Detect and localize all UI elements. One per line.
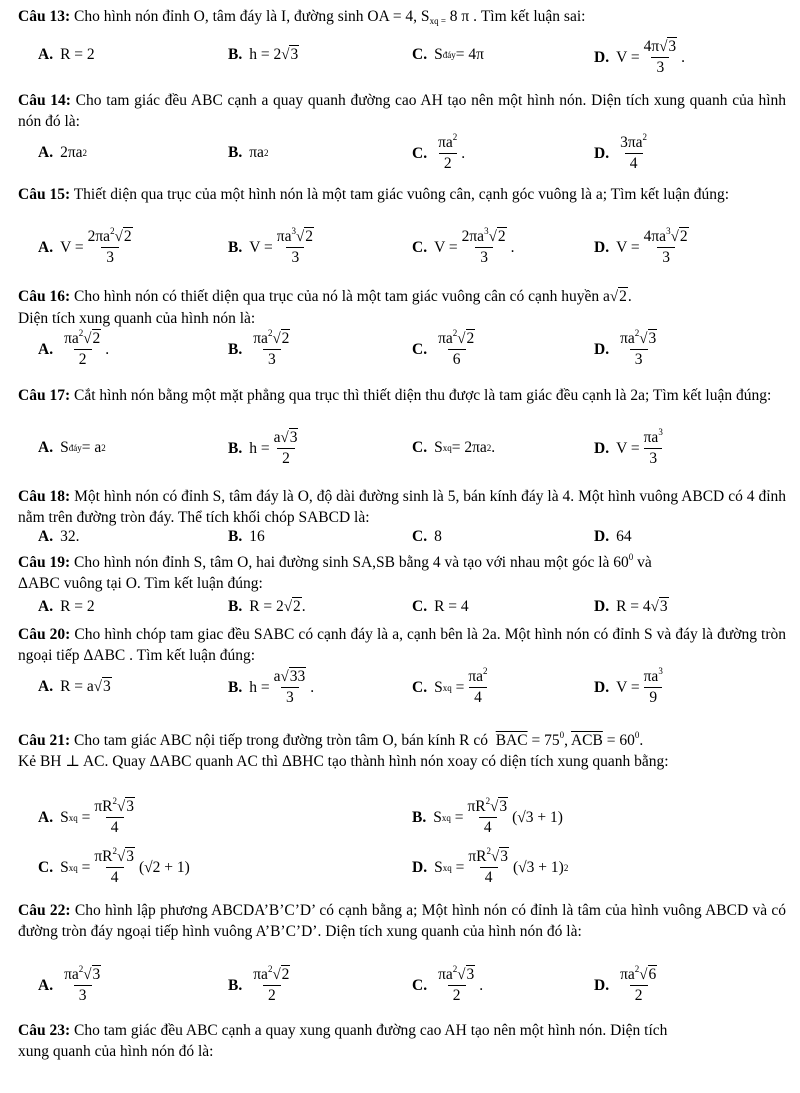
q20-options [0,668,800,708]
q14-option-c[interactable]: C. $\frac{\pi a^2}{2}$ . [412,132,466,172]
question-15: Câu 15: Thiết diện qua trục của một hình nón là một tam giác vuông cân, cạnh góc vuông là a; Tìm kết luận đúng: [18,186,730,203]
q17-options [0,429,800,469]
q15-options [0,228,800,268]
question-22: Câu 22: Cho hình lập phương ABCDA’B’C’D’ có cạnh bằng a; Một hình nón có đỉnh là tâm của hình vuông ABCD và có đường tròn đáy ngoại tiếp hình vuông A’B’C’D’. Diện tích xung quanh của hình nón đó là: [18,902,787,940]
q14-options [0,134,800,174]
question-13: Câu 13: Cho hình nón đỉnh O, tâm đáy là I, đường sinh OA = 4, $S_{xq =}$ 8 π . Tìm kết luận sai: [18,8,586,26]
q21-options-ab [0,798,800,838]
q21-option-d[interactable]: D. S xq = $\frac{\pi R^2√3}{4}$ (√3 + 1) 2 [412,846,569,886]
question-17: Câu 17: Cắt hình nón bằng một mặt phẳng qua trục thì thiết diện thu được là tam giác đều cạnh là 2a; Tìm kết luận đúng: [18,387,772,404]
q14-option-d[interactable]: D. $\frac{3\pi a^2}{4}$ [594,132,648,172]
q13-option-d[interactable]: D. V = $\frac{4\pi√3}{3}$ . [594,38,686,76]
question-23: Câu 23: Cho tam giác đều ABC cạnh a quay xung quanh đường cao AH tạo nên một hình nón. Diện tích xung quanh của hình nón đó là: [18,1022,668,1060]
q17-option-a[interactable]: A. S đáy = a 2 [38,439,106,456]
q22-option-a[interactable]: A. $\frac{\pi a^2√3}{3}$ [38,964,101,1004]
question-20: Câu 20: Cho hình chóp tam giac đều SABC có cạnh đáy là a, cạnh bên là 2a. Một hình nón có đỉnh S và đáy là đường tròn ngoại tiếp ΔABC . Tìm kết luận đúng: [18,626,786,664]
q15-option-d[interactable]: D. V = $\frac{4\pi a^3√2}{3}$ [594,226,688,266]
q18-option-b[interactable]: B. 16 [228,528,265,545]
q19-option-c[interactable]: C. R = 4 [412,598,469,615]
q18-option-d[interactable]: D. 64 [594,528,632,545]
q19-options [0,594,800,620]
q22-options [0,966,800,1006]
q13-options [0,38,800,78]
q18-option-a[interactable]: A. 32. [38,528,80,545]
q13-option-b[interactable]: B. h = 2 √3 [228,46,299,63]
q17-option-c[interactable]: C. S xq = 2πa 2 . [412,439,496,456]
q16-option-d[interactable]: D. $\frac{\pi a^2√3}{3}$ [594,328,657,368]
q19-option-d[interactable]: D. R = 4 √3 [594,598,668,615]
q19-option-a[interactable]: A. R = 2 [38,598,95,615]
question-21: Câu 21: Cho tam giác ABC nội tiếp trong đường tròn tâm O, bán kính R có $\overline{BAC} = 75^0$, $\overline{ACB} = 60^0$. Kẻ BH ⊥ AC. Quay ΔABC quanh AC thì ΔBHC tạo thành hình nón xoay có diện tích xung quanh bằng: [18,730,669,770]
q21-option-c[interactable]: C. S xq = $\frac{\pi R^2√3}{4}$ (√2 + 1) [38,846,190,886]
question-19: Câu 19: Cho hình nón đỉnh S, tâm O, hai đường sinh SA,SB bằng 4 và tạo với nhau một góc là $60^0$ và ΔABC vuông tại O. Tìm kết luận đúng: [18,552,652,592]
q14-option-b[interactable]: B. πa 2 [228,144,269,161]
q21-option-b[interactable]: B. S xq = $\frac{\pi R^2√3}{4}$ (√3 + 1) [412,796,563,836]
q15-option-c[interactable]: C. V = $\frac{2\pi a^3√2}{3}$ . [412,226,515,266]
q13-option-c[interactable]: C. S đáy = 4π [412,46,484,63]
q18-option-c[interactable]: C. 8 [412,528,442,545]
q20-option-b[interactable]: B. h = $\frac{a√33}{3}$ . [228,668,315,706]
q16-option-a[interactable]: A. $\frac{\pi a^2√2}{2}$ . [38,328,110,368]
q16-options [0,330,800,370]
q17-option-b[interactable]: B. h = $\frac{a√3}{2}$ [228,429,298,467]
question-16: Câu 16: Cho hình nón có thiết diện qua trục của nó là một tam giác vuông cân có cạnh huyền a√2. Diện tích xung quanh của hình nón là: [18,288,632,327]
q20-option-a[interactable]: A. R = a √3 [38,678,111,695]
q20-option-d[interactable]: D. V = $\frac{\pi a^3}{9}$ [594,666,663,706]
q14-option-a[interactable]: A. 2πa 2 [38,144,88,161]
q13-option-a[interactable]: A. R = 2 [38,46,95,63]
question-14: Câu 14: Cho tam giác đều ABC cạnh a quay quanh đường cao AH tạo nên một hình nón. Diện tích xung quanh của hình nón đó là: [18,92,786,130]
q15-option-b[interactable]: B. V = $\frac{\pi a^3√2}{3}$ [228,226,313,266]
q20-option-c[interactable]: C. S xq = $\frac{\pi a^2}{4}$ [412,666,488,706]
q16-option-c[interactable]: C. $\frac{\pi a^2√2}{6}$ [412,328,475,368]
q17-option-d[interactable]: D. V = $\frac{\pi a^3}{3}$ [594,427,663,467]
q21-options-cd [0,848,800,888]
q18-options [0,528,800,550]
q22-option-d[interactable]: D. $\frac{\pi a^2√6}{2}$ [594,964,657,1004]
q21-option-a[interactable]: A. S xq = $\frac{\pi R^2√3}{4}$ [38,796,134,836]
q15-option-a[interactable]: A. V = $\frac{2\pi a^2√2}{3}$ [38,226,132,266]
q19-option-b[interactable]: B. R = 2 √2 . [228,598,306,615]
q16-option-b[interactable]: B. $\frac{\pi a^2√2}{3}$ [228,328,290,368]
q22-option-c[interactable]: C. $\frac{\pi a^2√3}{2}$ . [412,964,484,1004]
question-18: Câu 18: Một hình nón có đỉnh S, tâm đáy là O, độ dài đường sinh là 5, bán kính đáy là 4. Một hình vuông ABCD có 4 đỉnh nằm trên đường tròn đáy. Thể tích khối chóp SABCD là: [18,488,787,526]
q22-option-b[interactable]: B. $\frac{\pi a^2√2}{2}$ [228,964,290,1004]
